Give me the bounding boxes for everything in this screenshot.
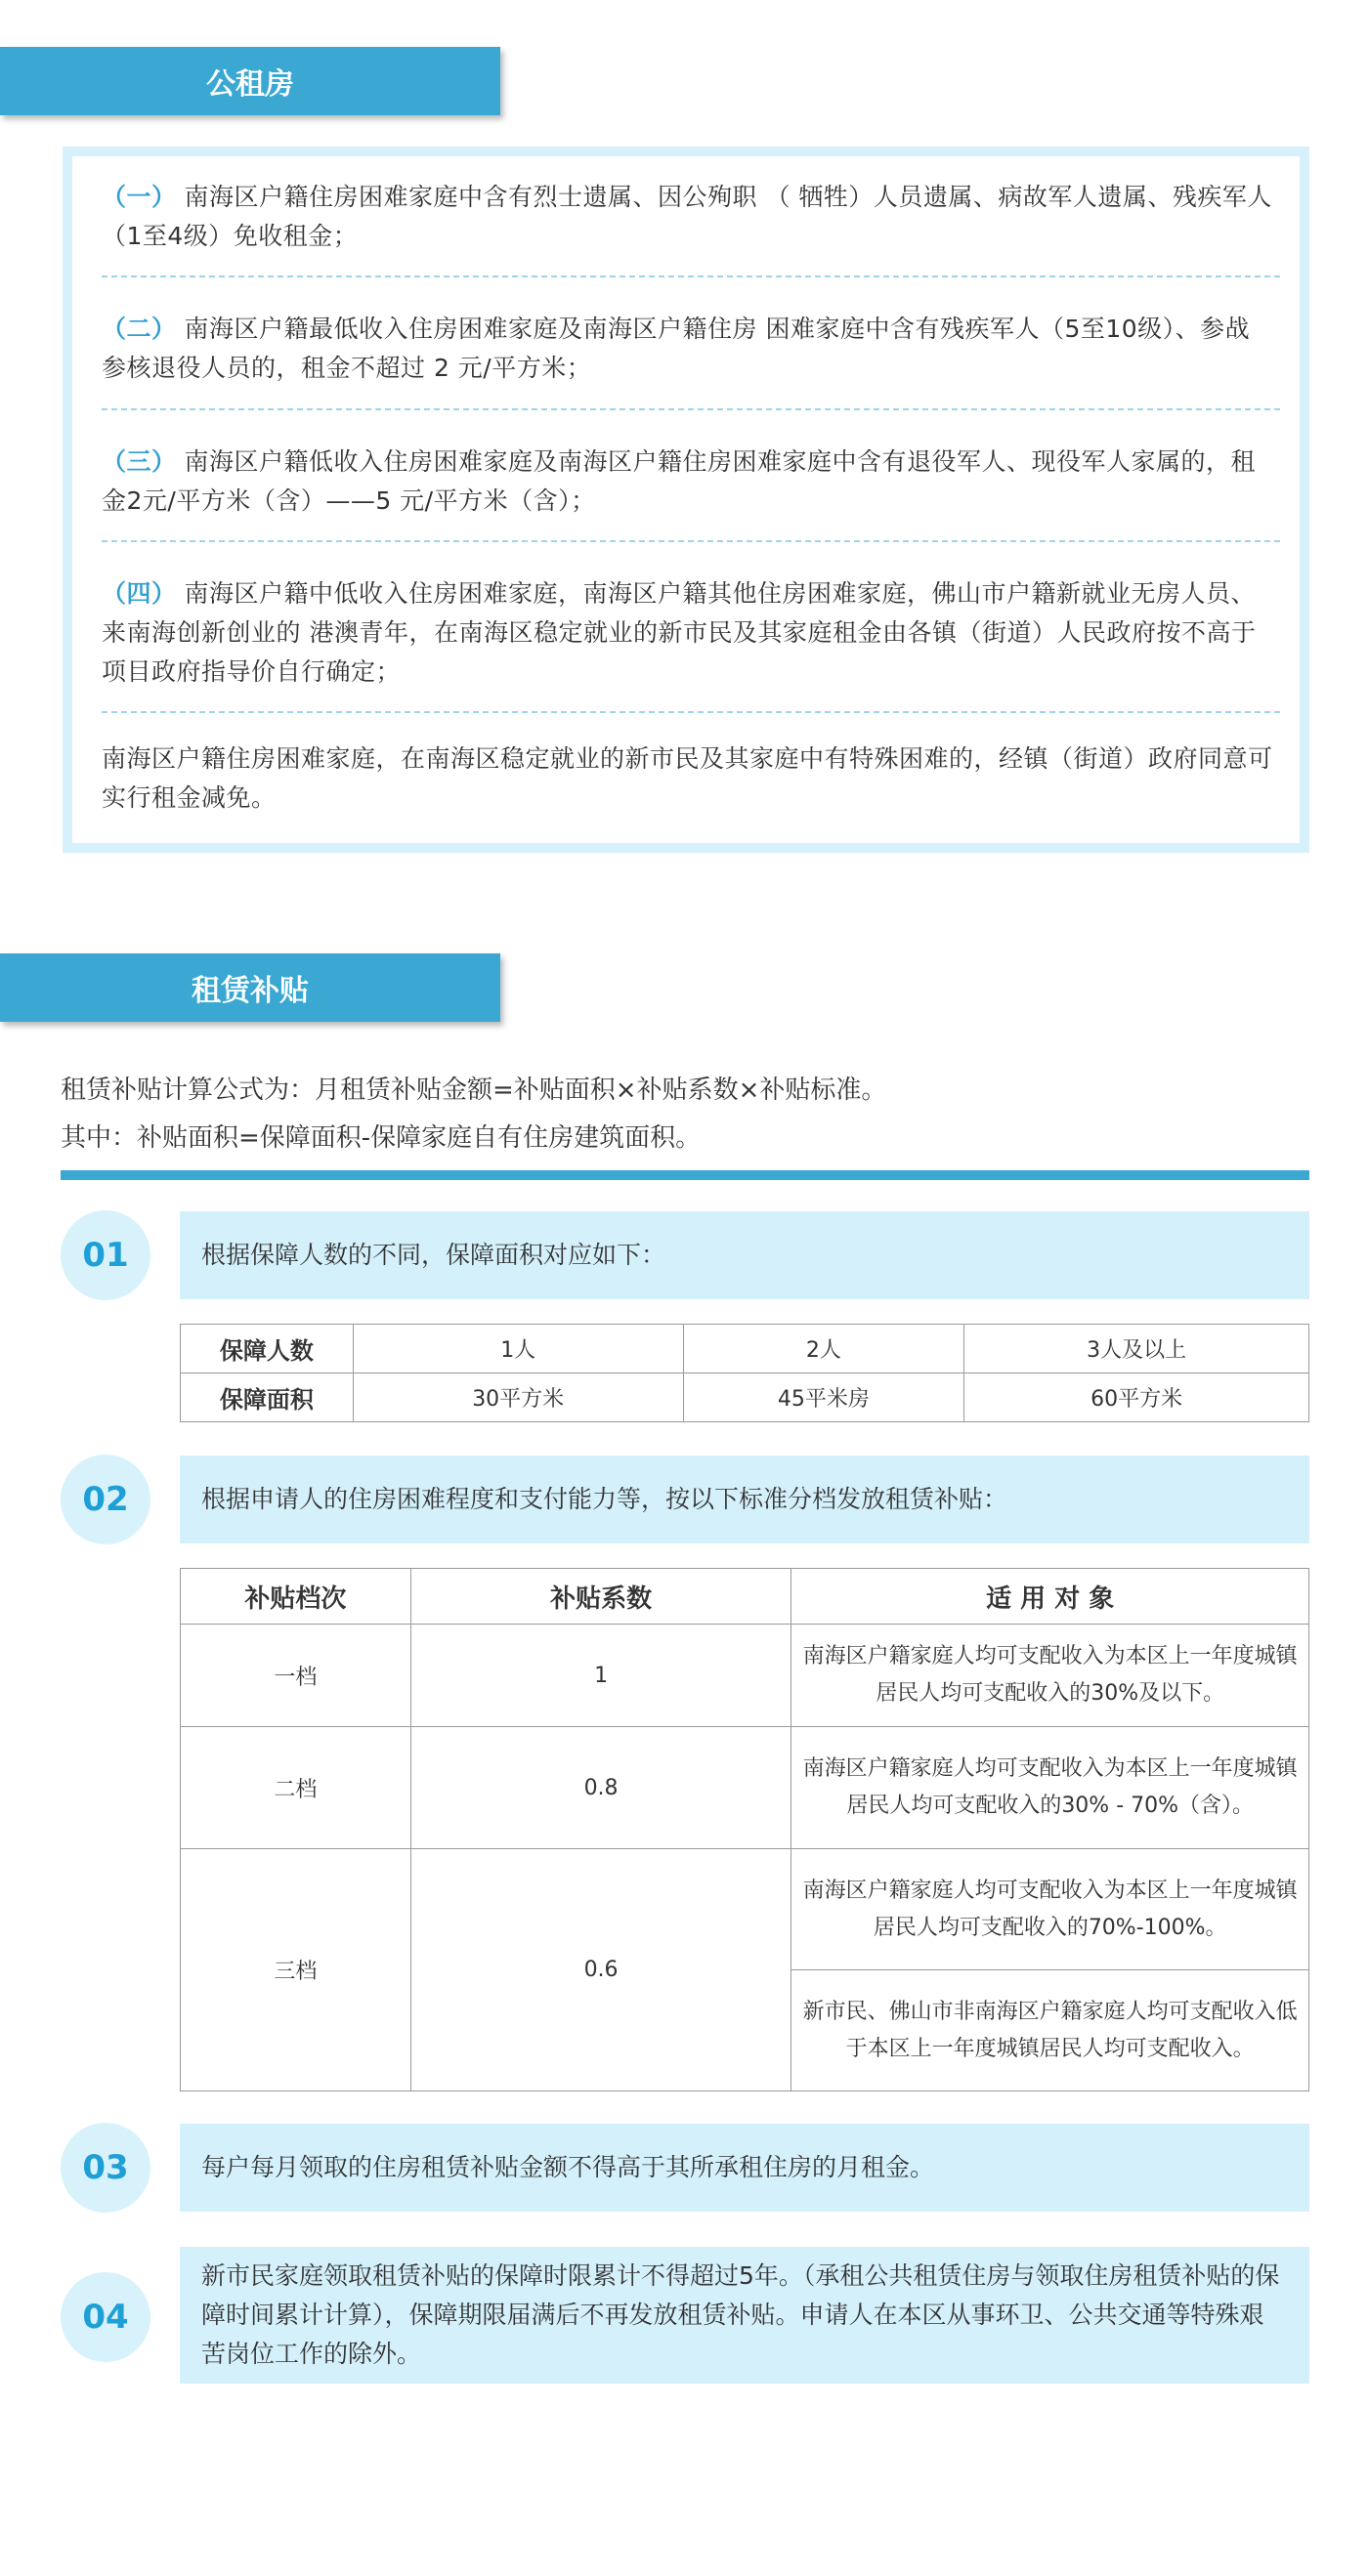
table-cell: 60平方米 bbox=[964, 1373, 1309, 1422]
table-header: 补贴档次 bbox=[181, 1569, 411, 1625]
divider bbox=[102, 540, 1280, 542]
item-text: 南海区户籍中低收入住房困难家庭，南海区户籍其他住房困难家庭，佛山市户籍新就业无房人员、来南海创新创业的 港澳青年，在南海区稳定就业的新市民及其家庭租金由各镇（街道）人民政府按不高于项目政府指导价自行确定； bbox=[102, 579, 1257, 686]
divider bbox=[102, 408, 1280, 410]
table-cell: 45平米房 bbox=[683, 1373, 964, 1422]
rent-item-2 bbox=[102, 310, 1274, 388]
accent-divider bbox=[61, 1170, 1309, 1180]
coef-cell: 0.6 bbox=[410, 1849, 791, 2091]
table-header: 补贴系数 bbox=[410, 1569, 791, 1625]
step-number-04: 04 bbox=[61, 2272, 150, 2362]
coef-cell: 0.8 bbox=[410, 1727, 791, 1849]
desc-cell: 南海区户籍家庭人均可支配收入为本区上一年度城镇居民人均可支配收入的70%-100%。 bbox=[791, 1849, 1309, 1970]
table-cell: 保障面积 bbox=[181, 1373, 354, 1422]
area-table bbox=[180, 1324, 1309, 1422]
desc-cell: 新市民、佛山市非南海区户籍家庭人均可支配收入低于本区上一年度城镇居民人均可支配收入。 bbox=[791, 1970, 1309, 2091]
rent-item-4 bbox=[102, 574, 1274, 692]
coef-cell: 1 bbox=[410, 1625, 791, 1727]
item-number: （三） bbox=[102, 447, 177, 476]
tier-cell: 一档 bbox=[181, 1625, 411, 1727]
tier-cell: 三档 bbox=[181, 1849, 411, 2091]
step-number-01: 01 bbox=[61, 1210, 150, 1300]
rent-item-5 bbox=[102, 739, 1274, 818]
table-cell: 1人 bbox=[353, 1325, 683, 1373]
item-text: 南海区户籍最低收入住房困难家庭及南海区户籍住房 困难家庭中含有残疾军人（5至10级）、参战参核退役人员的，租金不超过 2 元/平方米； bbox=[102, 315, 1251, 382]
tier-cell: 二档 bbox=[181, 1727, 411, 1849]
step-text-03: 每户每月领取的住房租赁补贴金额不得高于其所承租住房的月租金。 bbox=[180, 2124, 1309, 2212]
item-text: 南海区户籍住房困难家庭，在南海区稳定就业的新市民及其家庭中有特殊困难的，经镇（街道）政府同意可实行租金减免。 bbox=[102, 744, 1273, 812]
formula-line-2: 其中：补贴面积=保障面积-保障家庭自有住房建筑面积。 bbox=[61, 1123, 702, 1153]
rent-item-1 bbox=[102, 178, 1274, 256]
table-cell: 保障人数 bbox=[181, 1325, 354, 1373]
rent-item-3 bbox=[102, 443, 1274, 521]
item-number: （二） bbox=[102, 315, 177, 343]
table-row bbox=[181, 1325, 1309, 1373]
formula-line-1: 租赁补贴计算公式为：月租赁补贴金额=补贴面积×补贴系数×补贴标准。 bbox=[61, 1076, 887, 1105]
tier-table bbox=[180, 1568, 1309, 2091]
table-header-row bbox=[181, 1569, 1309, 1625]
divider bbox=[102, 275, 1280, 277]
section-header-public-rental bbox=[0, 47, 500, 115]
section-header-rental-subsidy bbox=[0, 953, 500, 1022]
step-text-01: 根据保障人数的不同，保障面积对应如下： bbox=[180, 1211, 1309, 1299]
table-cell: 30平方米 bbox=[353, 1373, 683, 1422]
step-text-02: 根据申请人的住房困难程度和支付能力等，按以下标准分档发放租赁补贴： bbox=[180, 1456, 1309, 1543]
table-header: 适 用 对 象 bbox=[791, 1569, 1309, 1625]
section-title: 租赁补贴 bbox=[192, 974, 309, 1008]
table-row bbox=[181, 1625, 1309, 1727]
public-rental-box bbox=[63, 147, 1309, 853]
table-row bbox=[181, 1849, 1309, 1970]
step-number-02: 02 bbox=[61, 1455, 150, 1544]
step-text-04: 新市民家庭领取租赁补贴的保障时限累计不得超过5年。（承租公共租赁住房与领取住房租赁补贴的保障时间累计计算），保障期限届满后不再发放租赁补贴。申请人在本区从事环卫、公共交通等特殊艰苦岗位工作的除外。 bbox=[180, 2247, 1309, 2384]
item-text: 南海区户籍住房困难家庭中含有烈士遗属、因公殉职 （ 牺牲）人员遗属、病故军人遗属、残疾军人（1至4级）免收租金； bbox=[102, 183, 1272, 250]
table-cell: 2人 bbox=[683, 1325, 964, 1373]
desc-cell: 南海区户籍家庭人均可支配收入为本区上一年度城镇居民人均可支配收入的30% - 70%（含）。 bbox=[791, 1727, 1309, 1849]
table-cell: 3人及以上 bbox=[964, 1325, 1309, 1373]
desc-cell: 南海区户籍家庭人均可支配收入为本区上一年度城镇居民人均可支配收入的30%及以下。 bbox=[791, 1625, 1309, 1727]
table-row bbox=[181, 1727, 1309, 1849]
item-text: 南海区户籍低收入住房困难家庭及南海区户籍住房困难家庭中含有退役军人、现役军人家属的，租金2元/平方米（含）——5 元/平方米（含）； bbox=[102, 447, 1257, 515]
step-number-03: 03 bbox=[61, 2123, 150, 2213]
item-number: （一） bbox=[102, 183, 177, 211]
divider bbox=[102, 711, 1280, 713]
item-number: （四） bbox=[102, 579, 177, 608]
section-title: 公租房 bbox=[206, 67, 294, 102]
table-row bbox=[181, 1373, 1309, 1422]
